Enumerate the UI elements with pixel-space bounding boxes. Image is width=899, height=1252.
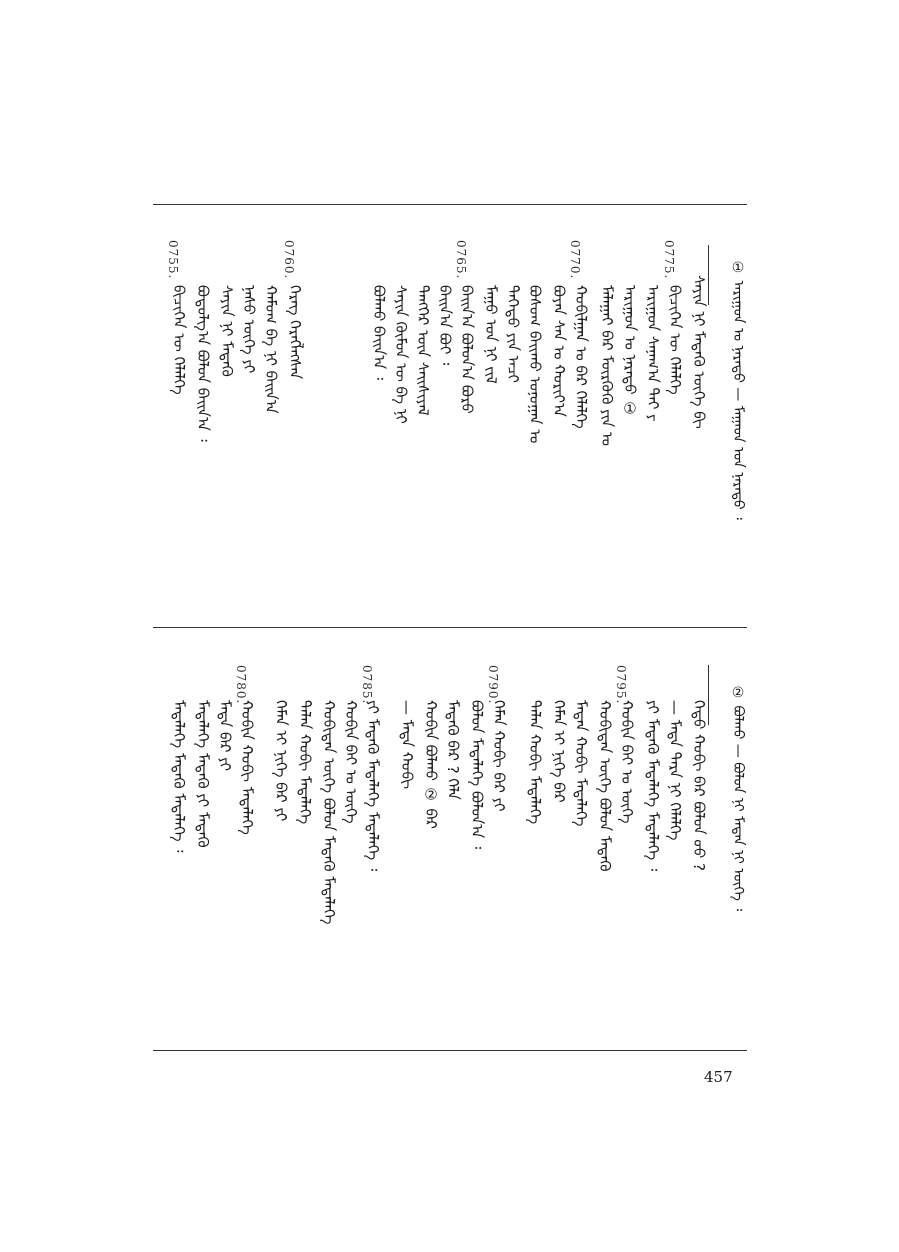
- line-number-0785: 0785.: [360, 665, 374, 705]
- footnote-2: ② ᠪᠤᠯᠬᠤ — ᠪᠤᠯᠤᠨ ᠨᠢ ᠮᠡᠳᠡᠨ ᠨᠢ ᠦᠭᠡ ᠄: [730, 685, 746, 912]
- verse-line: ᠮᠠᠭᠤ ᠤᠨ ᠨᠢ ᠵᠢᠯ: [482, 285, 500, 384]
- verse-line: ᠮᠠᠯᠠᠭᠠᠢ ᠪᠠᠷ ᠮᠥᠷᠭᠦᠬᠦ ᠶᠢᠨ ᠤ: [598, 285, 616, 447]
- verse-line: ᠬᠡᠷᠡᠭ ᠬᠡᠷᠡᠭᠯᠡᠭᠰᠡᠨ: [286, 285, 304, 380]
- verse-line: ᠬᠤᠪᠢᠲᠠᠨ ᠦᠭᠡ ᠪᠤᠯᠤᠨ ᠮᠡᠳᠡᠬᠦ ᠮᠡᠳᠡᠯᠡᠭᠡ: [320, 700, 338, 925]
- verse-line: ᠬᠤᠪᠢᠨ ᠪᠤᠯᠬᠤ ② ᠪᠠᠷ: [422, 700, 440, 829]
- verse-line: ᠨᠠᠰᠤ ᠦᠭᠡ ᠶᠢ: [240, 285, 258, 374]
- verse-line: ᠬᠡᠮᠡᠨ ᠢ ᠨᠢᠭᠡ ᠪᠠᠷ: [550, 700, 568, 803]
- verse-line: ᠳᠡᠭᠡᠳᠦ ᠶᠢᠨ ᠠᠴᠢ: [504, 285, 522, 383]
- verse-line: ᠪᠢᠴᠢᠭᠡᠨ ᠦ ᠬᠡᠯᠡᠯᠭᠡ: [666, 285, 684, 395]
- verse-line: ᠰᠠᠶᠢᠨ ᠨᠢ ᠮᠡᠳᠡᠬᠦ: [218, 285, 236, 377]
- verse-line: ᠪᠤᠯᠬᠤ ᠪᠠᠢᠨ᠎ᠠ ᠄: [370, 285, 388, 380]
- verse-line: ᠮᠡᠳᠡᠯᠡᠭᠡ ᠮᠡᠳᠡᠬᠦ ᠶᠢ ᠮᠡᠳᠡᠬᠦ: [194, 700, 212, 848]
- top-rule: [153, 204, 747, 205]
- verse-line: ᠬᠡᠮᠡᠨ ᠢ ᠨᠢᠭᠡ ᠪᠠᠷ ᠶᠢ: [272, 700, 290, 822]
- verse-line: ᠮᠡᠳᠡᠨ ᠬᠤᠪᠢ ᠮᠡᠳᠡᠯᠡᠭᠡ: [572, 700, 590, 827]
- verse-line: ᠬᠤᠪᠢᠲᠠᠨ ᠦᠭᠡ ᠪᠤᠯᠤᠨ ᠮᠡᠳᠡᠬᠦ: [596, 700, 614, 872]
- verse-line: ᠬᠡᠳᠦ ᠬᠤᠪᠢ ᠪᠠᠷ ᠪᠣᠯᠤᠨ ᠤᠤ ?: [690, 700, 708, 871]
- verse-line: ᠮᠡᠳᠡᠯᠡᠭᠡ ᠮᠡᠳᠡᠬᠦ ᠮᠡᠳᠡᠯᠡᠭᠡ ᠄: [170, 700, 188, 853]
- bottom-rule: [153, 1050, 747, 1051]
- verse-line: ᠰᠠᠶᠢᠨ ᠨᠢ ᠮᠡᠳᠡᠬᠦ ᠦᠭᠡ ᠪᠢ: [690, 275, 708, 429]
- verse-line: ᠪᠠᠢᠨ᠎ᠠ ᠪᠤᠯᠤᠨ᠎ᠠ ᠪᠤᠷᠤ: [458, 285, 476, 414]
- page-number: 457: [704, 1068, 733, 1086]
- verse-line: ᠪᠢᠴᠢᠭᠡᠨ ᠦ ᠬᠡᠯᠡᠯᠭᠡ: [170, 285, 188, 395]
- verse-line: ᠪᠤᠳᠤᠯᠭ᠎ᠠ ᠪᠤᠯᠤᠨ ᠪᠠᠢᠨ᠎ᠠ ᠄: [194, 285, 212, 442]
- verse-line: ᠶᠢ ᠮᠡᠳᠡᠬᠦ ᠮᠡᠳᠡᠯᠡᠭᠡ ᠮᠡᠳᠡᠯᠡᠭᠡ ᠄: [644, 700, 662, 872]
- verse-line: ᠳᠡᠯᠡᠨ ᠬᠤᠪᠢ ᠮᠡᠳᠡᠯᠡᠭᠡ: [526, 700, 544, 825]
- verse-line: ᠬᠡᠮᠡᠨ ᠬᠤᠪᠢ ᠪᠠᠷ ᠶᠢ: [490, 700, 508, 812]
- verse-line: ᠲᠡᠩᠭᠡᠷ ᠦᠨ ᠰᠠᠢᠰᠢᠶᠠᠯ: [414, 285, 432, 416]
- verse-line: ᠠᠷᠢᠭᠤᠨ ᠤ ᠨᠡᠷᠡᠲᠦ ①: [621, 285, 639, 418]
- footnote-1: ① ᠠᠷᠢᠭᠤᠨ ᠤ ᠨᠡᠷᠡᠲᠦ — ᠮᠠᠭᠠᠳ ᠤᠨ ᠨᠡᠷᠡᠲᠦ ᠄: [730, 260, 746, 520]
- verse-line: ᠪᠤᠶᠠᠨ ᠰᠠᠨ ᠤ ᠬᠤᠷᠢᠶ᠎ᠠ: [550, 285, 568, 417]
- verse-line: — ᠮᠡᠳᠡ ᠲᠡᠷᠡ ᠨᠢ ᠬᠡᠯᠡᠯᠭᠡ: [666, 700, 684, 841]
- verse-line: ᠮᠡᠳᠡᠬᠦ ᠪᠠᠷ ? ᠬᠡᠯᠡ: [444, 700, 462, 800]
- verse-line: ᠪᠤᠯᠤᠨ ᠮᠡᠳᠡᠯᠡᠭᠡ ᠪᠤᠯᠤᠨ᠎ᠠ ᠄: [468, 700, 486, 850]
- line-number-0765: 0765.: [454, 240, 468, 280]
- verse-line: ᠠᠷᠢᠭᠤᠨ ᠰᠠᠨᠠᠭ᠎ᠠ ᠲᠠᠢ ᠶ: [644, 285, 662, 422]
- verse-line: ᠬᠤᠪᠢᠨ ᠪᠠᠢ ᠤ ᠦᠭᠡ: [618, 700, 636, 824]
- line-number-0770: 0770.: [568, 240, 582, 280]
- verse-line: ᠬᠤᠪᠢᠨ ᠬᠤᠪᠢ ᠮᠡᠳᠡᠯᠡᠭᠡ: [238, 700, 256, 835]
- line-number-0780: 0780.: [234, 665, 248, 705]
- verse-line: ᠪᠠᠢᠨ᠎ᠠ ᠪᠤᠢ ᠄: [436, 285, 454, 366]
- line-number-0790: 0790.: [486, 665, 500, 705]
- verse-line: ᠶᠢ ᠮᠡᠳᠡᠬᠦ ᠮᠡᠳᠡᠯᠡᠭᠡ ᠮᠡᠳᠡᠯᠡᠭᠡ ᠄: [364, 700, 382, 872]
- verse-line: ᠮᠡᠳᠡ ᠪᠠᠷ ᠶᠢ: [216, 700, 234, 772]
- middle-rule: [153, 627, 747, 628]
- line-number-0775: 0775.: [662, 240, 676, 280]
- verse-line: ᠬᠤᠪᠢᠨ ᠪᠠᠢ ᠤ ᠦᠭᠡ: [342, 700, 360, 824]
- verse-line: ᠪᠤᠰᠤᠭ ᠪᠠᠢᠬᠤ ᠣᠨᠤᠭᠠᠨ ᠤ: [526, 285, 544, 444]
- line-number-0760: 0760.: [282, 240, 296, 280]
- line-number-0795: 0795.: [614, 665, 628, 705]
- verse-line: ᠰᠠᠶᠢᠨ ᠬᠦᠮᠦᠨ ᠦ ᠪᠡ ᠨᠢ: [392, 285, 410, 424]
- verse-line: — ᠮᠡᠳᠡ ᠬᠤᠪᠢ: [398, 700, 416, 790]
- line-number-0755: 0755.: [166, 240, 180, 280]
- verse-line: ᠬᠠᠮᠤᠭ ᠪᠠ ᠨᠢ ᠪᠠᠢᠨ᠎ᠠ: [262, 285, 280, 414]
- verse-line: ᠳᠡᠯᠡᠨ ᠬᠤᠪᠢ ᠮᠡᠳᠡᠯᠡᠭᠡ: [296, 700, 314, 825]
- verse-line: ᠬᠤᠪᠢᠯᠭᠠᠨ ᠤ ᠪᠠᠷ ᠬᠡᠯᠡᠯᠭᠡ: [572, 285, 590, 429]
